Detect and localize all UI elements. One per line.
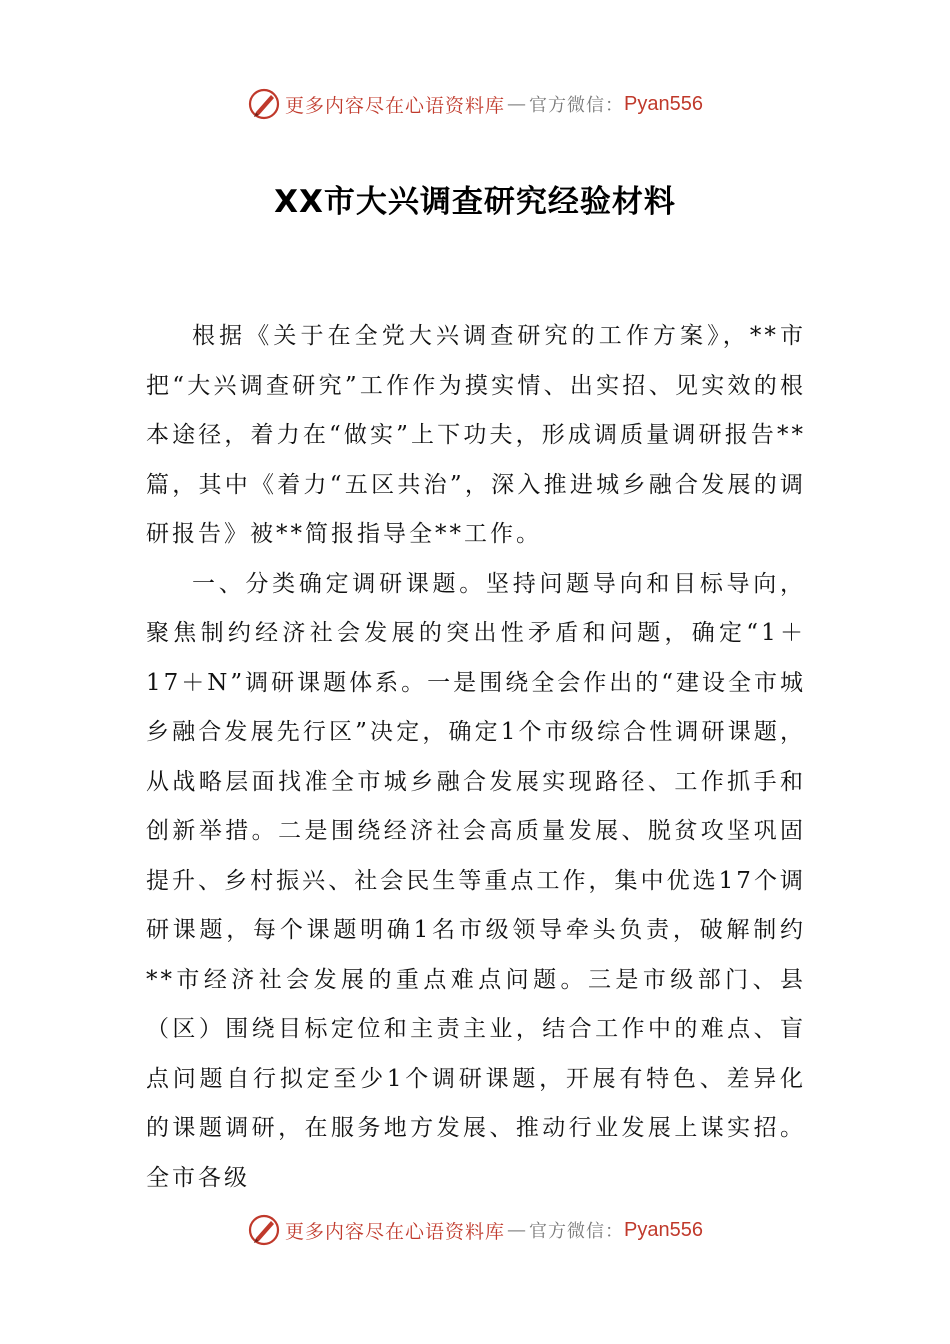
footer-watermark-banner — [0, 1210, 950, 1250]
wechat-label: 官方微信： — [529, 95, 625, 116]
wechat-label: 官方微信： — [529, 1221, 625, 1242]
document-title: XX市大兴调查研究经验材料 — [274, 184, 676, 220]
wechat-id: Pyan556 — [624, 92, 703, 115]
banner-dash: — — [507, 93, 528, 115]
wechat-id: Pyan556 — [624, 1218, 703, 1241]
document-body — [146, 312, 806, 1203]
banner-text: 更多内容尽在心语资料库 — [285, 1220, 506, 1243]
banner-dash: — — [507, 1219, 528, 1241]
pen-logo-icon — [247, 87, 281, 121]
header-watermark-banner — [0, 84, 950, 124]
banner-text: 更多内容尽在心语资料库 — [285, 94, 506, 117]
pen-logo-icon — [247, 1213, 281, 1247]
paragraph-intro: 根据《关于在全党大兴调查研究的工作方案》，**市把“大兴调查研究”工作作为摸实情、出实招、见实效的根本途径，着力在“做实”上下功夫，形成调质量调研报告**篇，其中《着力“五区共治”，深入推进城乡融合发展的调研报告》被**简报指导全**工作。 — [146, 323, 806, 547]
paragraph-section-1: 一、分类确定调研课题。坚持问题导向和目标导向，聚焦制约经济社会发展的突出性矛盾和问题，确定“1＋17＋N”调研课题体系。一是围绕全会作出的“建设全市城乡融合发展先行区”决定，确定1个市级综合性调研课题，从战略层面找准全市城乡融合发展实现路径、工作抓手和创新举措。二是围绕经济社会高质量发展、脱贫攻坚巩固提升、乡村振兴、社会民生等重点工作，集中优选17个调研课题，每个课题明确1名市级领导牵头负责，破解制约**市经济社会发展的重点难点问题。三是市级部门、县（区）围绕目标定位和主责主业，结合工作中的难点、盲点问题自行拟定至少1个调研课题，开展有特色、差异化的课题调研，在服务地方发展、推动行业发展上谋实招。全市各级 — [146, 570, 806, 1191]
